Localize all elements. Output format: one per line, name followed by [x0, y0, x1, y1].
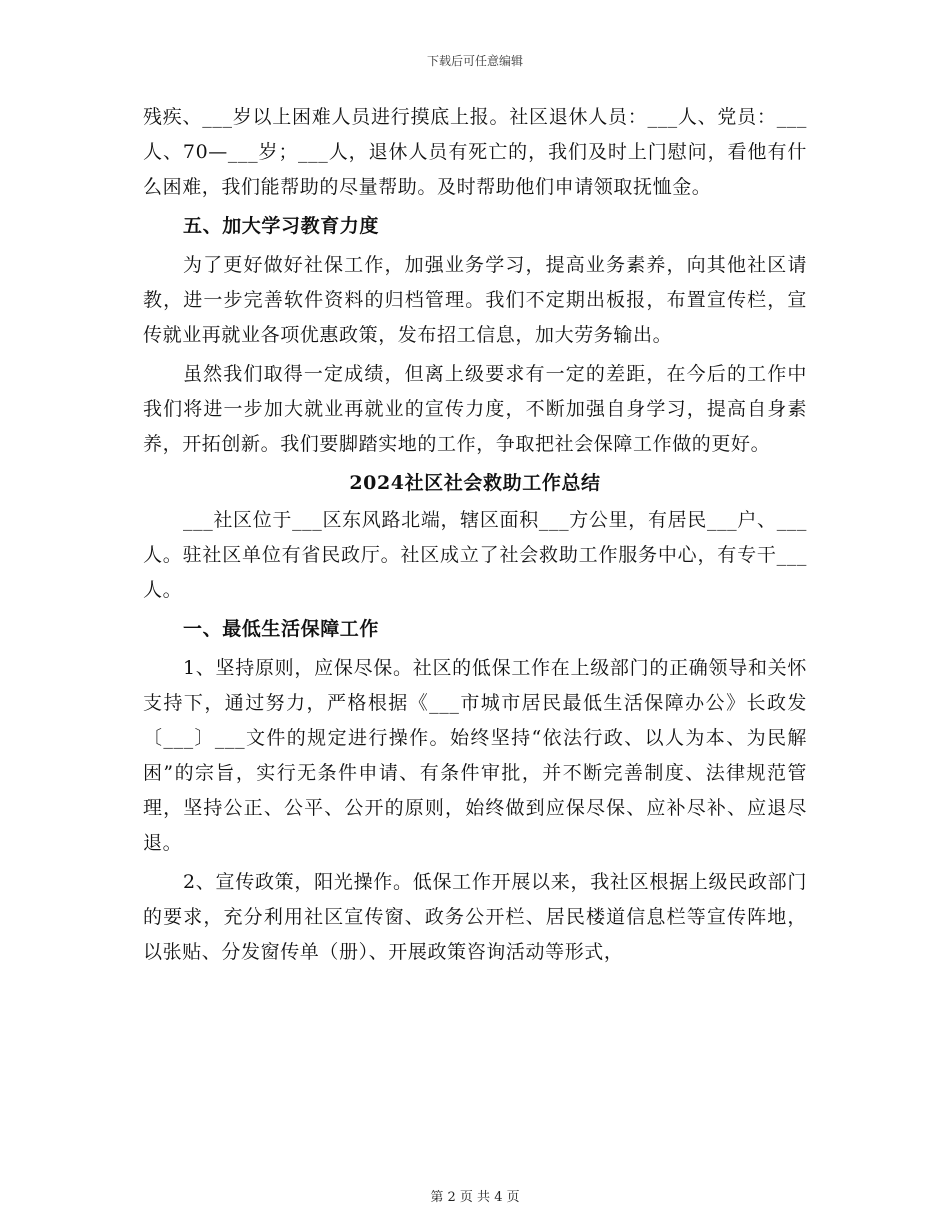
section-heading-one: 一、最低生活保障工作	[183, 618, 380, 640]
section-heading-five: 五、加大学习教育力度	[183, 215, 380, 237]
page-number: 第 2 页 共 4 页	[430, 1190, 520, 1205]
paragraph-study: 为了更好做好社保工作，加强业务学习，提高业务素养，向其他社区请教，进一步完善软件资料的归档管理。我们不定期出板报，布置宣传栏，宣传就业再就业各项优惠政策，发布招工信息，加大劳务输出。	[143, 254, 807, 346]
page-header: 下载后可任意编辑	[426, 54, 523, 68]
paragraph-community-intro: ___社区位于___区东风路北端，辖区面积___方公里，有居民___户、___人。驻社区单位有省民政厅。社区成立了社会救助工作服务中心，有专干___人。	[143, 509, 807, 601]
paragraph-principle: 1、坚持原则，应保尽保。社区的低保工作在上级部门的正确领导和关怀支持下，通过努力，严格根据《___市城市居民最低生活保障办公》长政发〔___〕___文件的规定进行操作。始终坚持“依法行政、以人为本、为民解困”的宗旨，实行无条件申请、有条件审批，并不断完善制度、法律规范管理，坚持公正、公平、公开的原则，始终做到应保尽保、应补尽补、应退尽退。	[143, 657, 807, 854]
document-body	[143, 100, 807, 974]
paragraph-policy: 2、宣传政策，阳光操作。低保工作开展以来，我社区根据上级民政部门的要求，充分利用社区宣传窗、政务公开栏、居民楼道信息栏等宣传阵地，以张贴、分发窗传单（册）、开展政策咨询活动等形式，	[143, 871, 807, 963]
document-title: 2024社区社会救助工作总结	[349, 472, 601, 494]
paragraph-conclusion: 虽然我们取得一定成绩，但离上级要求有一定的差距，在今后的工作中我们将进一步加大就业再就业的宣传力度，不断加强自身学习，提高自身素养，开拓创新。我们要脚踏实地的工作，争取把社会保障工作做的更好。	[143, 363, 807, 455]
paragraph-retirees: 残疾、___岁以上困难人员进行摸底上报。社区退休人员：___人、党员：___人、70—___岁；___人，退休人员有死亡的，我们及时上门慰问，看他有什么困难，我们能帮助的尽量帮助。及时帮助他们申请领取抚恤金。	[143, 106, 807, 198]
